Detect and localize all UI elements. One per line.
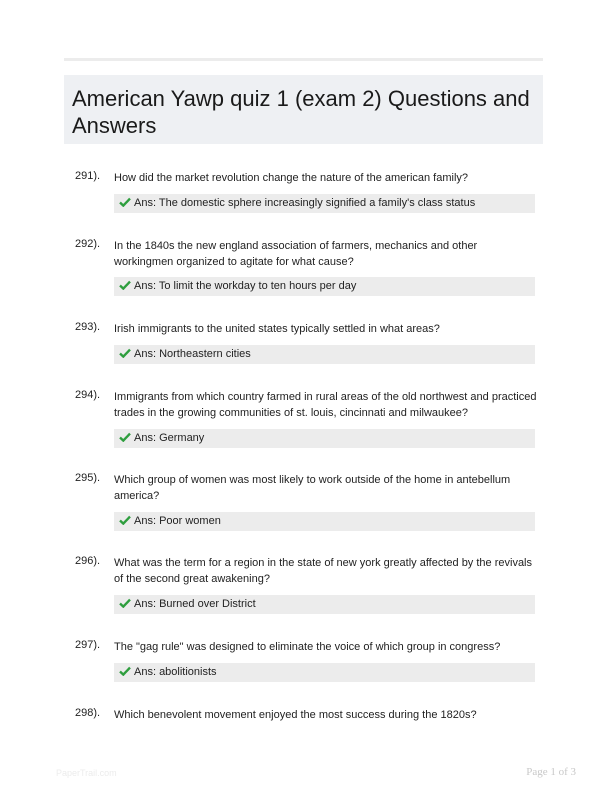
answer-text: Ans: abolitionists [134,666,217,678]
answer-box [114,663,535,682]
answer-box [114,345,535,364]
footer-watermark: PaperTrail.com [56,768,117,778]
question-number: 297). [75,639,101,651]
answer-text: Ans: To limit the workday to ten hours per day [134,280,357,292]
question-text: The "gag rule" was designed to eliminate the voice of which group in congress? [114,641,501,653]
check-icon [119,666,131,676]
question-number: 294). [75,389,101,401]
check-icon [119,280,131,290]
answer-text: Ans: Northeastern cities [134,348,251,360]
question-text: Irish immigrants to the united states typically settled in what areas? [114,323,440,335]
answer-text: Ans: The domestic sphere increasingly signified a family's class status [134,197,476,209]
answer-box [114,512,535,531]
check-icon [119,515,131,525]
check-icon [119,432,131,442]
page-title: American Yawp quiz 1 (exam 2) Questions and Answers [72,86,530,138]
answer-box [114,429,535,448]
check-icon [119,348,131,358]
top-divider [64,58,543,61]
question-number: 291). [75,170,101,182]
question-text: How did the market revolution change the nature of the american family? [114,172,469,184]
question-number: 292). [75,238,101,250]
question-number: 296). [75,555,101,567]
question-text: Immigrants from which country farmed in rural areas of the old northwest and practiced trades in the growing communities of st. louis, cincinnati and milwaukee? [114,391,537,419]
answer-box [114,595,535,614]
question-text: In the 1840s the new england association of farmers, mechanics and other workingmen organized to agitate for what cause? [114,240,478,268]
question-text: Which group of women was most likely to work outside of the home in antebellum america? [114,474,511,502]
question-text: What was the term for a region in the state of new york greatly affected by the revivals of the second great awakening? [114,557,532,585]
answer-box [114,277,535,296]
question-number: 298). [75,707,101,719]
answer-box [114,194,535,213]
answer-text: Ans: Germany [134,432,205,444]
answer-text: Ans: Burned over District [134,598,256,610]
question-number: 295). [75,472,101,484]
question-text: Which benevolent movement enjoyed the most success during the 1820s? [114,709,477,721]
title-banner [64,75,543,144]
answer-text: Ans: Poor women [134,515,221,527]
page-indicator: Page 1 of 3 [526,766,576,778]
check-icon [119,598,131,608]
question-number: 293). [75,321,101,333]
check-icon [119,197,131,207]
